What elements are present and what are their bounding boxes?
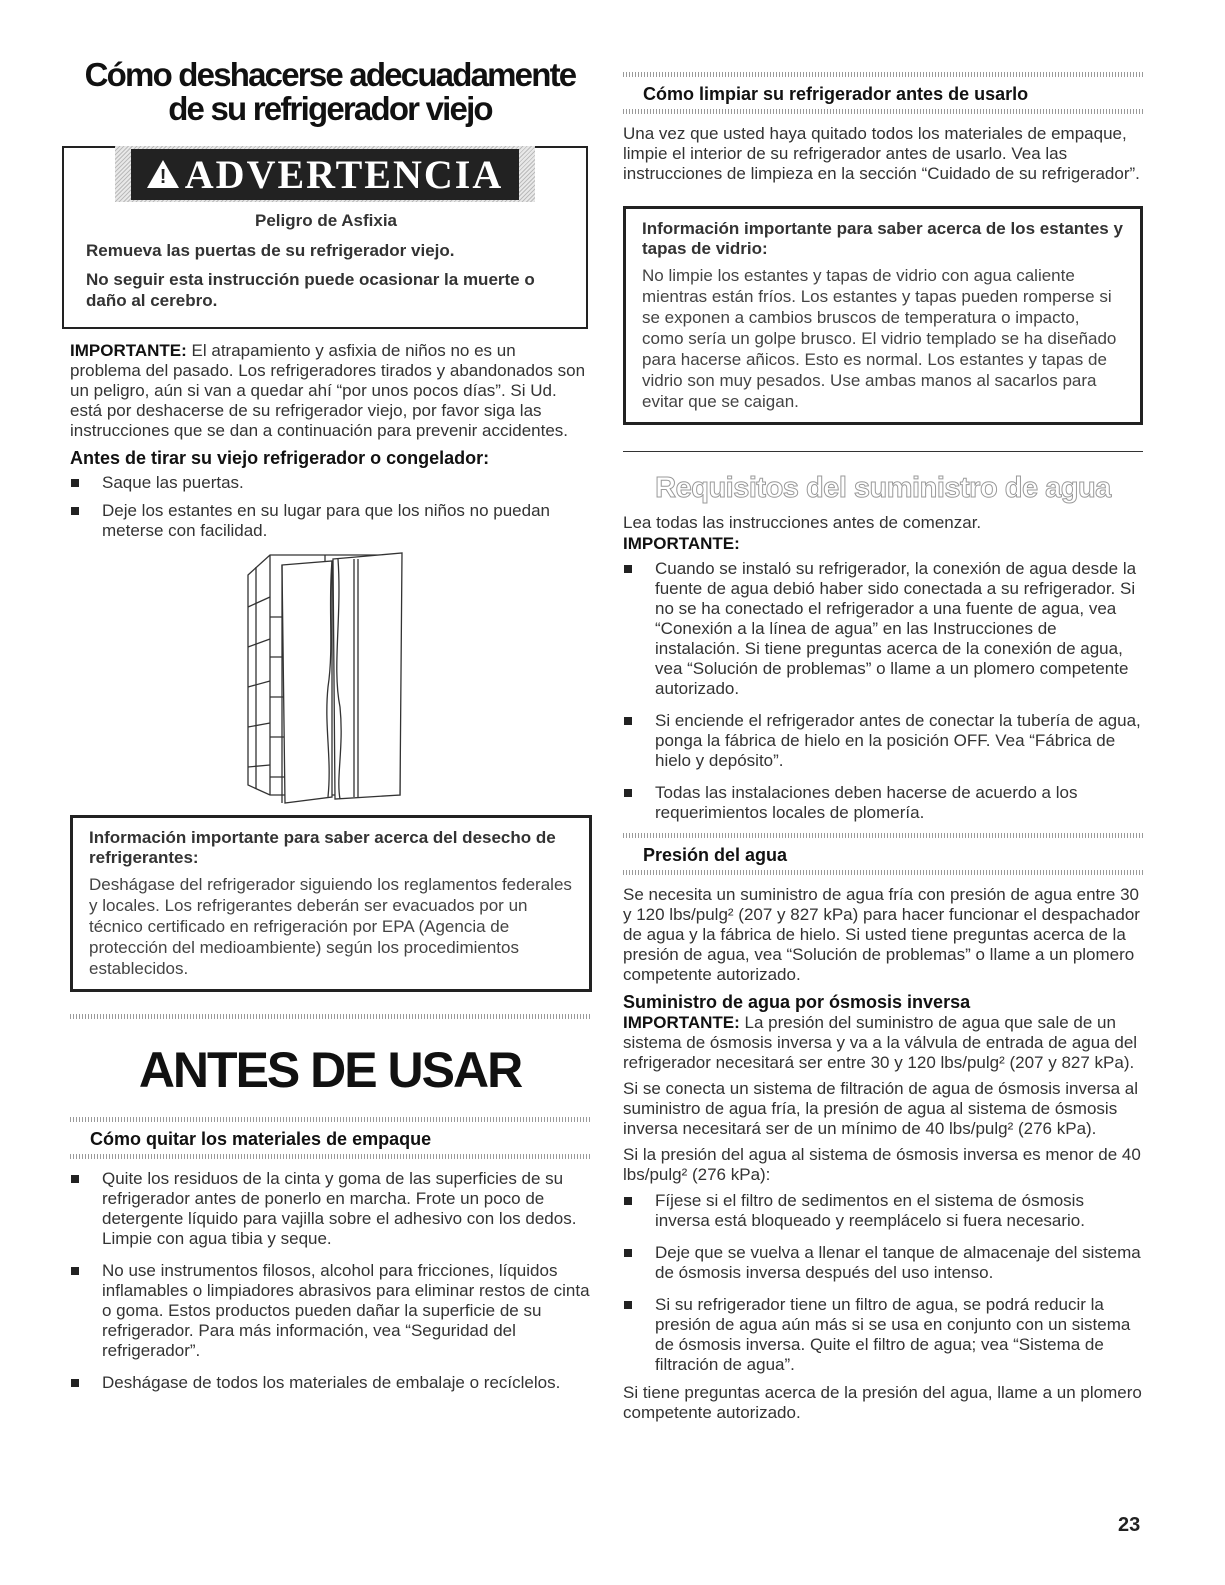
osmosis-importante-label: IMPORTANTE: (623, 1013, 740, 1032)
refrigerant-info-box (70, 815, 592, 992)
osmosis-importante-text: La presión del suministro de agua que sale de un sistema de ósmosis inversa y va a la válvula de entrada de agua del refrigerador necesitará ser entre 30 y 120 lbs/pulg² (207 y 827 kPa). (623, 1013, 1138, 1072)
divider (623, 451, 1143, 452)
quitar-list (70, 1169, 590, 1393)
req-importante-label: IMPORTANTE: (623, 534, 740, 553)
req-intro: Lea todas las instrucciones antes de comenzar. (623, 513, 982, 532)
divider (623, 109, 1143, 114)
list-item: Si enciende el refrigerador antes de conectar la tubería de agua, ponga la fábrica de hielo en la posición OFF. Vea “Fábrica de hielo y depósito”. (623, 711, 1143, 771)
warning-banner (115, 146, 535, 202)
water-supply-title: Requisitos del suministro de agua (655, 472, 1111, 504)
presion-text: Se necesita un suministro de agua fría con presión de agua entre 30 y 120 lbs/pulg² (207 y 827 kPa) para hacer funcionar el despachador de agua y la fábrica de hielo. Si usted tiene preguntas acerca de la presión de agua, vea “Solución de problemas” o llame a un plomero competente autorizado. (623, 885, 1140, 984)
refrigerator-illustration (70, 547, 590, 809)
limpiar-heading: Cómo limpiar su refrigerador antes de usarlo (643, 84, 1029, 104)
importante-label: IMPORTANTE: (70, 341, 187, 360)
osmosis-list (623, 1191, 1143, 1375)
list-item: Fíjese si el filtro de sedimentos en el sistema de ósmosis inversa está bloqueado y reemplácelo si fuera necesario. (623, 1191, 1143, 1231)
list-item: Deshágase de todos los materiales de embalaje o recíclelos. (70, 1373, 590, 1393)
warning-triangle-icon: ! (147, 160, 179, 188)
osmosis-paragraph-3: Si la presión del agua al sistema de ósmosis inversa es menor de 40 lbs/pulg² (276 kPa): (623, 1145, 1141, 1184)
req-list (623, 559, 1143, 823)
page-title: Cómo deshacerse adecuadamente de su refrigerador viejo (84, 56, 576, 127)
divider (70, 1154, 590, 1159)
warning-subtitle: Peligro de Asfixia (254, 211, 398, 230)
divider (623, 870, 1143, 875)
list-item: Deje los estantes en su lugar para que los niños no puedan meterse con facilidad. (70, 501, 590, 541)
warning-line-2: No seguir esta instrucción puede ocasionar la muerte o daño al cerebro. (86, 270, 535, 310)
glass-box-text: No limpie los estantes y tapas de vidrio con agua caliente mientras están fríos. Los estantes y tapas pueden romperse si se exponen a cambios bruscos de temperatura o impacto, como sería un golpe brusco. El vidrio templado se ha diseñado para hacerse añicos. Esto es normal. Los estantes y tapas de vidrio son muy pesados. Use ambas manos al sacarlos para evitar que se caigan. (642, 266, 1117, 411)
glass-box-title: Información importante para saber acerca de los estantes y tapas de vidrio: (642, 219, 1123, 258)
osmosis-paragraph-2: Si se conecta un sistema de filtración de agua de ósmosis inversa al suministro de agua fría, la presión de agua al sistema de ósmosis inversa necesitará ser de un mínimo de 40 lbs/pulg² (276 kPa). (623, 1079, 1138, 1138)
left-column (70, 58, 590, 1401)
osmosis-final: Si tiene preguntas acerca de la presión del agua, llame a un plomero competente autorizado. (623, 1383, 1142, 1422)
page-number: 23 (1118, 1514, 1141, 1536)
quitar-heading: Cómo quitar los materiales de empaque (90, 1129, 432, 1149)
warning-box (62, 146, 588, 329)
osmosis-importante (623, 1013, 1143, 1073)
list-item: Deje que se vuelva a llenar el tanque de almacenaje del sistema de ósmosis inversa después del uso intenso. (623, 1243, 1143, 1283)
right-column (623, 72, 1143, 1423)
importante-text: El atrapamiento y asfixia de niños no es un problema del pasado. Los refrigeradores tirados y abandonados son un peligro, aún si van a quedar ahí “por unos pocos días”. Si Ud. está por deshacerse de su refrigerador viejo, por favor siga las instrucciones que se dan a continuación para prevenir accidentes. (70, 341, 586, 440)
importante-paragraph (70, 341, 590, 441)
antes-tirar-heading: Antes de tirar su viejo refrigerador o congelador: (70, 448, 490, 468)
list-item: Cuando se instaló su refrigerador, la conexión de agua desde la fuente de agua debió haber sido conectada a su refrigerador. Si no se ha conectado el refrigerador a una fuente de agua, vea “Conexión a la línea de agua” en las Instrucciones de instalación. Si tiene preguntas acerca de la conexión de agua, vea “Solución de problemas” o llame a un plomero competente autorizado. (623, 559, 1143, 699)
limpiar-text: Una vez que usted haya quitado todos los materiales de empaque, limpie el interior de su refrigerador antes de usarlo. Vea las instrucciones de limpieza en la sección “Cuidado de su refrigerador”. (623, 124, 1140, 183)
list-item: Todas las instalaciones deben hacerse de acuerdo a los requerimientos locales de plomería. (623, 783, 1143, 823)
presion-heading: Presión del agua (643, 845, 788, 865)
antes-tirar-list (70, 473, 590, 541)
list-item: No use instrumentos filosos, alcohol para fricciones, líquidos inflamables o limpiadores abrasivos para eliminar restos de cinta o goma. Estos productos pueden dañar la superficie de su refrigerador. Para más información, vea “Seguridad del refrigerador”. (70, 1261, 590, 1361)
refrigerant-box-title: Información importante para saber acerca del desecho de refrigerantes: (89, 828, 556, 867)
osmosis-heading: Suministro de agua por ósmosis inversa (623, 992, 971, 1012)
warning-line-1: Remueva las puertas de su refrigerador viejo. (86, 241, 455, 260)
refrigerant-box-text: Deshágase del refrigerador siguiendo los reglamentos federales y locales. Los refrigerantes deberán ser evacuados por un técnico certificado en refrigeración por EPA (Agencia de protección del medioambiente) según los procedimientos establecidos. (89, 875, 572, 978)
list-item: Quite los residuos de la cinta y goma de las superficies de su refrigerador antes de ponerlo en marcha. Frote un poco de detergente líquido para vajilla sobre el adhesivo con los dedos. Limpie con agua tibia y seque. (70, 1169, 590, 1249)
section-title-antes-de-usar: ANTES DE USAR (138, 1042, 522, 1098)
warning-banner-text: ADVERTENCIA (184, 151, 504, 197)
list-item: Saque las puertas. (70, 473, 590, 493)
glass-info-box (623, 206, 1143, 425)
divider (70, 1014, 590, 1019)
list-item: Si su refrigerador tiene un filtro de agua, se podrá reducir la presión de agua aún más si se usa en conjunto con un sistema de ósmosis inversa. Quite el filtro de agua; vea “Sistema de filtración de agua”. (623, 1295, 1143, 1375)
